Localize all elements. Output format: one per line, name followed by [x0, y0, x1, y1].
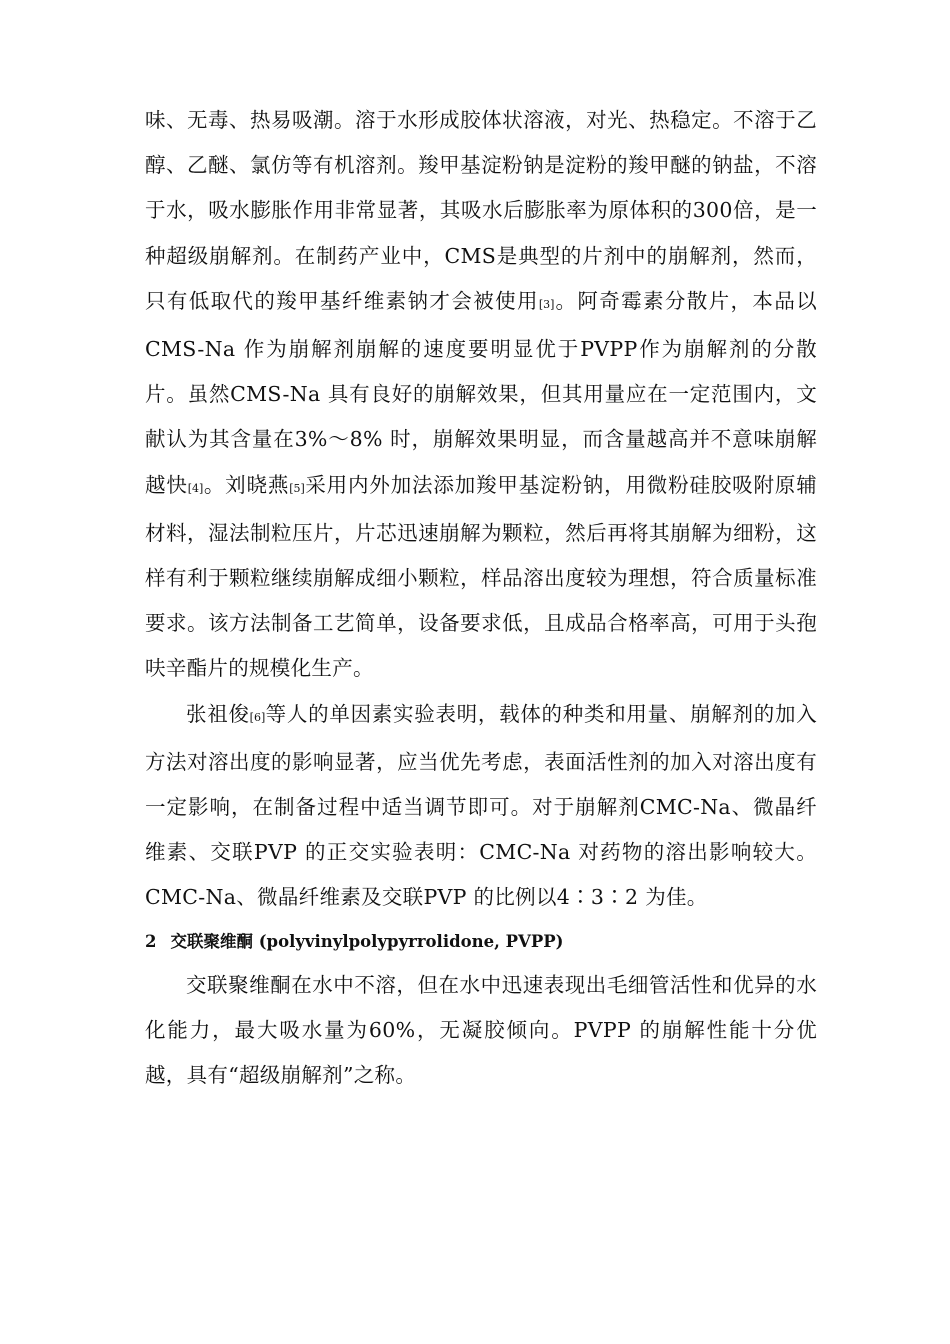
citation-ref-5: [5] — [289, 481, 305, 495]
paragraph-text: 张祖俊 — [186, 701, 250, 726]
paragraph-text: 交联聚维酮在水中不溶，但在水中迅速表现出毛细管活性和优异的水化能力，最大吸水量为60%，无凝胶倾向。PVPP 的崩解性能十分优越，具有“超级崩解剂”之称。 — [145, 972, 817, 1088]
citation-ref-3: [3] — [538, 297, 555, 311]
citation-ref-4: [4] — [187, 481, 204, 495]
section-title: 交联聚维酮 (polyvinylpolypyrrolidone, PVPP) — [170, 931, 564, 951]
section-heading-pvpp — [145, 921, 817, 963]
paragraph-text: 等人的单因素实验表明，载体的种类和用量、崩解剂的加入方法对溶出度的影响显著，应当优先考虑，表面活性剂的加入对溶出度有一定影响，在制备过程中适当调节即可。对于崩解剂CMC-Na、微晶纤维素、交联PVP 的正交实验表明：CMC-Na 对药物的溶出影响较大。CMC-Na、微晶纤维素及交联PVP 的比例以4∶3∶2 为佳。 — [145, 701, 817, 910]
paragraph-cms-disintegrant — [145, 98, 817, 692]
paragraph-text: 。刘晓燕 — [203, 472, 290, 497]
paragraph-pvpp-description — [145, 963, 817, 1099]
paragraph-zhang-experiment — [145, 692, 817, 921]
paragraph-text: 采用内外加法添加羧甲基淀粉钠，用微粉硅胶吸附原辅材料，湿法制粒压片，片芯迅速崩解为颗粒，然后再将其崩解为细粉，这样有利于颗粒继续崩解成细小颗粒，样品溶出度较为理想，符合质量标准要求。该方法制备工艺简单，设备要求低，且成品合格率高，可用于头孢呋辛酯片的规模化生产。 — [145, 472, 817, 681]
paragraph-text: 。阿奇霉素分散片，本品以CMS-Na 作为崩解剂崩解的速度要明显优于PVPP作为崩解剂的分散片。虽然CMS-Na 具有良好的崩解效果，但其用量应在一定范围内，文献认为其含量在3%～8% 时，崩解效果明显，而含量越高并不意味崩解越快 — [145, 288, 817, 497]
section-number: 2 — [145, 931, 157, 951]
document-page — [145, 98, 817, 1098]
citation-ref-6: [6] — [249, 710, 266, 724]
paragraph-text: 味、无毒、热易吸潮。溶于水形成胶体状溶液，对光、热稳定。不溶于乙醇、乙醚、氯仿等有机溶剂。羧甲基淀粉钠是淀粉的羧甲醚的钠盐，不溶于水，吸水膨胀作用非常显著，其吸水后膨胀率为原体积的300倍，是一种超级崩解剂。在制药产业中，CMS是典型的片剂中的崩解剂，然而，只有低取代的羧甲基纤维素钠才会被使用 — [145, 108, 817, 313]
